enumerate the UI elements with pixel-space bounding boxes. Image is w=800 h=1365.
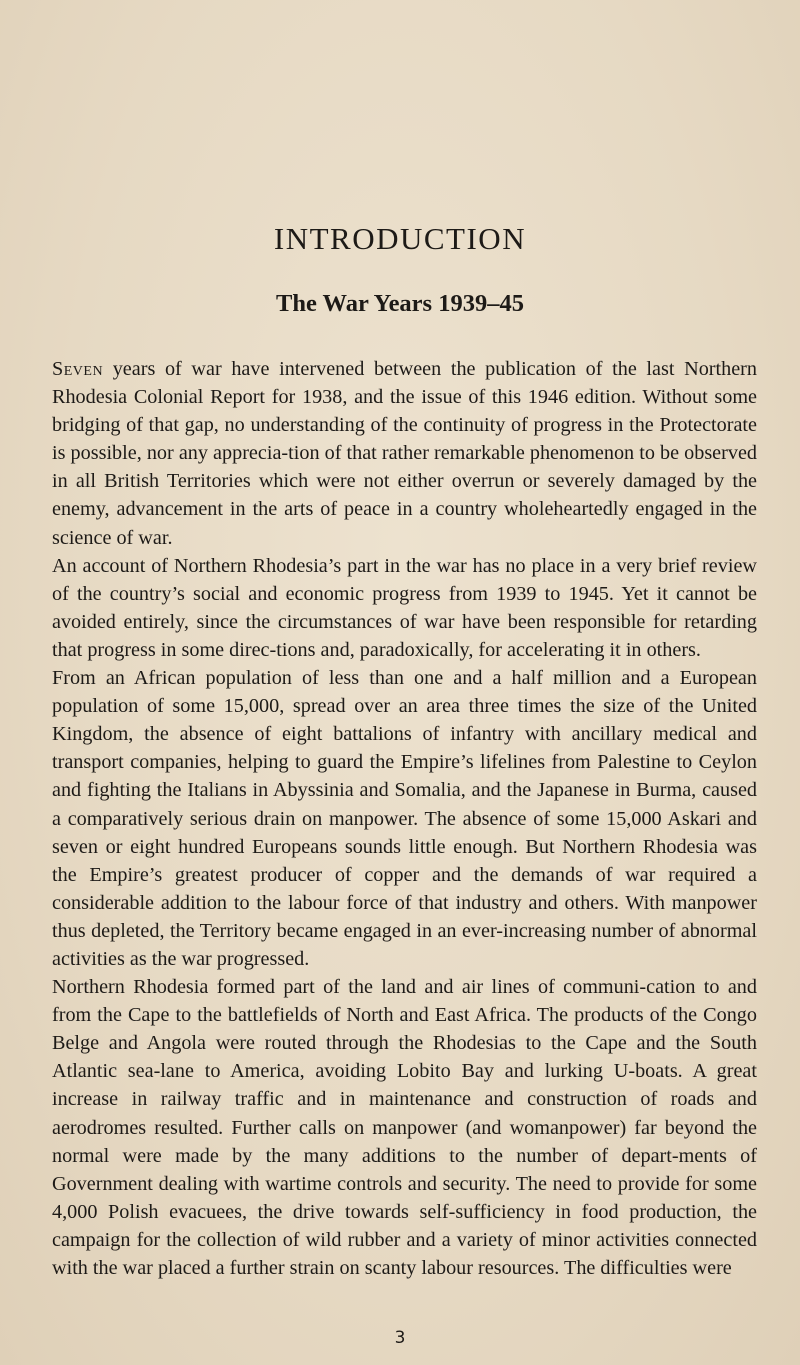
paragraph-3: From an African population of less than one and a half million and a European population of some 15,000, spread over an area three times the size of the United Kingdom, the absence of eight battalions of infantry with ancillary medical and transport companies, helping to guard the Empire’s lifelines from Palestine to Ceylon and fighting the Italians in Abyssinia and Somalia, and the Japanese in Burma, caused a comparatively serious drain on manpower. The absence of some 15,000 Askari and seven or eight hundred Europeans sounds little enough. But Northern Rhodesia was the Empire’s greatest producer of copper and the demands of war required a considerable addition to the labour force of that industry and others. With manpower thus depleted, the Territory became engaged in an ever-increasing number of abnormal activities as the war progressed. — [52, 667, 757, 970]
opening-word: Seven — [52, 358, 104, 380]
page-title: INTRODUCTION — [273, 221, 527, 256]
paragraph-1-text: years of war have intervened between the publication of the last Northern Rhodesia Colonial Report for 1938, and the issue of this 1946 edition. Without some bridging of that gap, no understanding of the continuity of progress in the Protectorate is possible, nor any apprecia-tion of that rather remarkable phenomenon to be observed in all British Territories which were not either overrun or severely damaged by the enemy, advancement in the arts of peace in a country wholeheartedly engaged in the science of war. — [52, 358, 757, 549]
body-text — [52, 355, 757, 1282]
page-number: 3 — [394, 1328, 406, 1348]
paragraph-2: An account of Northern Rhodesia’s part in the war has no place in a very brief review of the country’s social and economic progress from 1939 to 1945. Yet it cannot be avoided entirely, since the circumstances of war have been responsible for retarding that progress in some direc-tions and, paradoxically, for accelerating it in others. — [52, 554, 757, 661]
page-subtitle: The War Years 1939–45 — [276, 290, 524, 317]
paragraph-1 — [52, 355, 757, 552]
paragraph-4: Northern Rhodesia formed part of the land and air lines of communi-cation to and from the Cape to the battlefields of North and East Africa. The products of the Congo Belge and Angola were routed through the Rhodesias to the Cape and the South Atlantic sea-lane to America, avoiding Lobito Bay and lurking U-boats. A great increase in railway traffic and in maintenance and construction of roads and aerodromes resulted. Further calls on manpower (and womanpower) far beyond the normal were made by the many additions to the number of depart-ments of Government dealing with wartime controls and security. The need to provide for some 4,000 Polish evacuees, the drive towards self-sufficiency in food production, the campaign for the collection of wild rubber and a variety of minor activities connected with the war placed a further strain on scanty labour resources. The difficulties were — [52, 976, 757, 1279]
